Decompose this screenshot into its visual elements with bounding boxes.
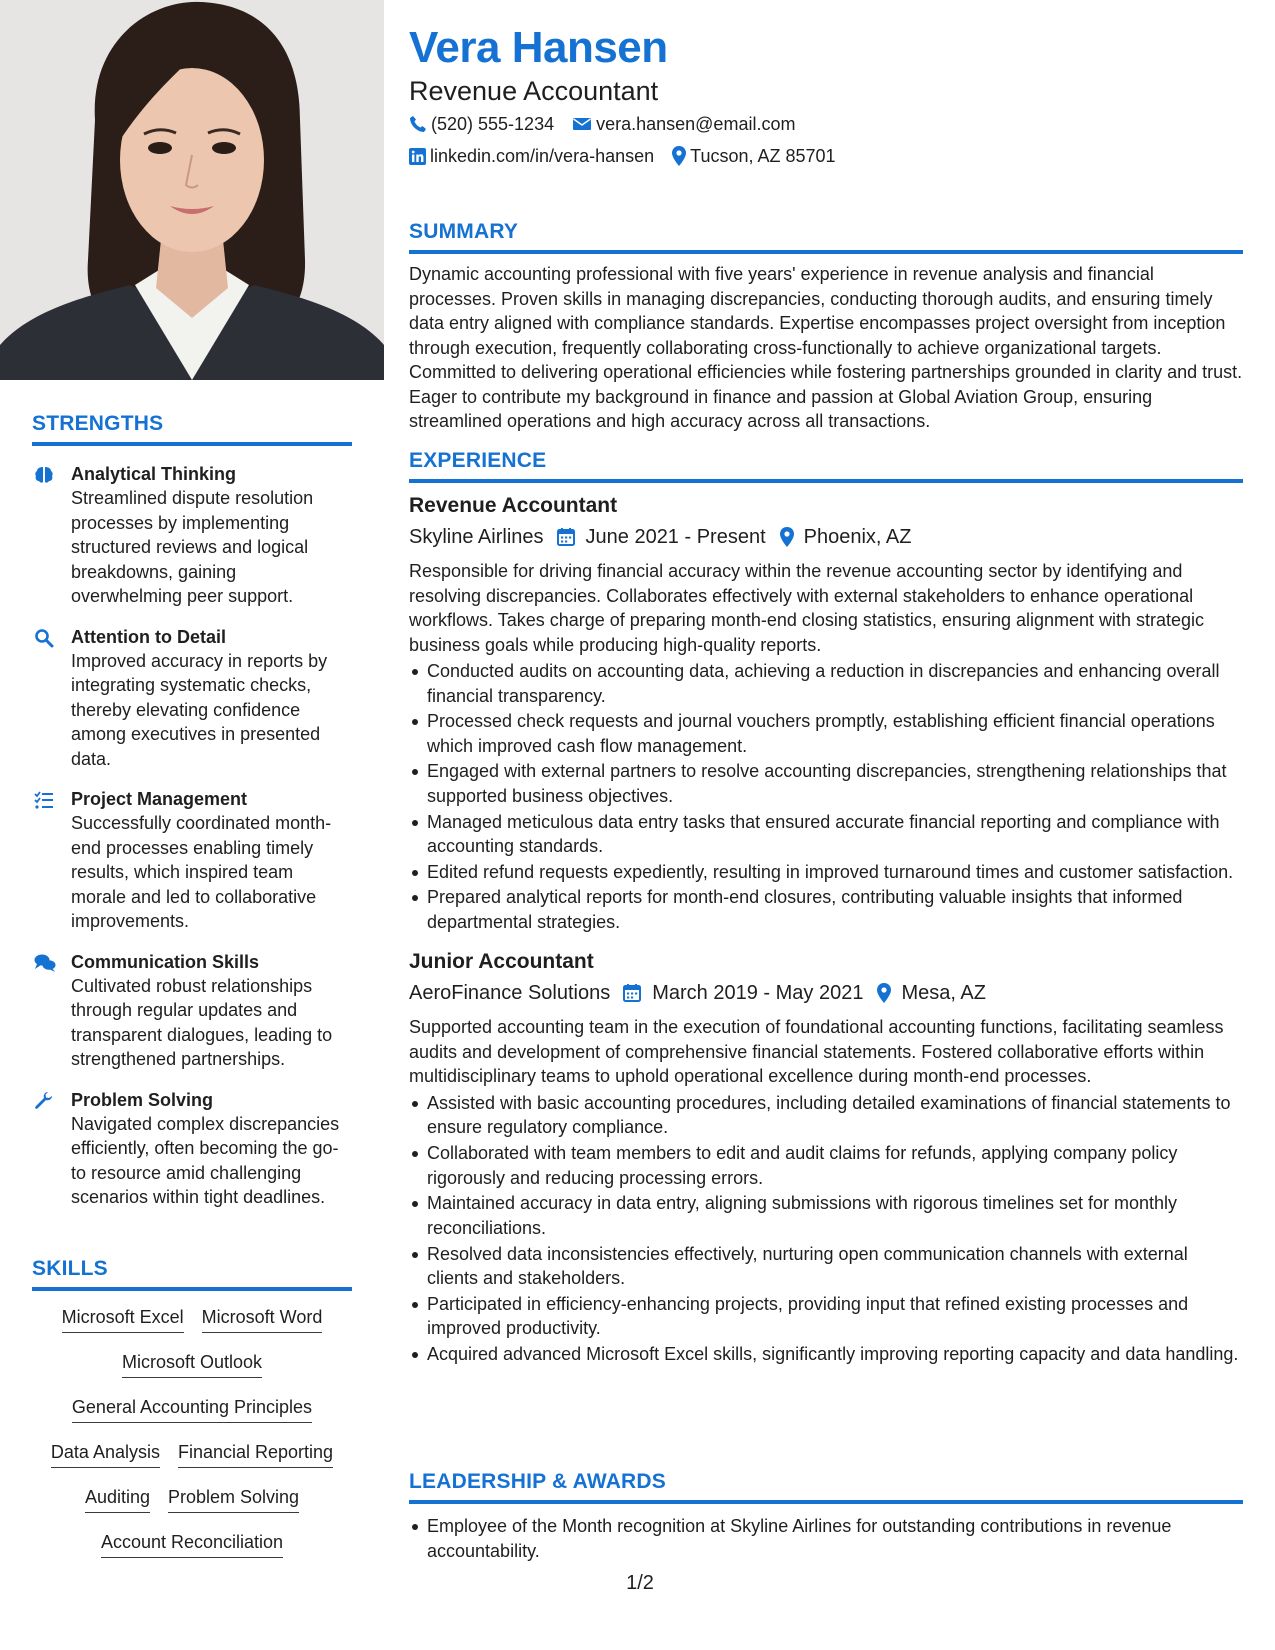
- strengths-section: [32, 412, 352, 1210]
- skill-tag: Auditing: [85, 1485, 150, 1513]
- linkedin-contact[interactable]: [409, 144, 654, 168]
- map-pin-icon: [672, 146, 686, 166]
- location-contact: [672, 144, 835, 168]
- candidate-title: Revenue Accountant: [409, 76, 659, 106]
- strength-desc: Navigated complex discrepancies efficiently, often becoming the go-to resource amid challenging scenarios within tight deadlines.: [71, 1113, 340, 1207]
- skill-row: [32, 1485, 352, 1530]
- skill-tag: Account Reconciliation: [101, 1530, 283, 1558]
- location-text: Tucson, AZ 85701: [690, 146, 836, 166]
- bullet-item: Prepared analytical reports for month-end closures, contributing valuable insights that informed departmental strategies.: [409, 885, 1243, 934]
- strength-title: Problem Solving: [71, 1089, 214, 1110]
- linkedin-text: linkedin.com/in/vera-hansen: [430, 146, 655, 166]
- contact-row: [409, 144, 1243, 168]
- page-number: 1/2: [626, 1572, 654, 1594]
- strength-item: [32, 1088, 352, 1210]
- strength-item: [32, 625, 352, 772]
- skill-tag: General Accounting Principles: [72, 1395, 312, 1423]
- strength-item: [32, 950, 352, 1072]
- skills-section: [32, 1257, 352, 1575]
- strength-item: [32, 462, 352, 609]
- job-dates: March 2019 - May 2021: [652, 982, 864, 1005]
- search-icon: [34, 628, 54, 648]
- job-dates: June 2021 - Present: [585, 526, 766, 548]
- calendar-icon: [622, 983, 642, 1003]
- email-contact[interactable]: [572, 112, 795, 136]
- contact-info: [409, 112, 1243, 176]
- experience-title: EXPERIENCE: [409, 449, 1243, 483]
- skill-row: [32, 1350, 352, 1395]
- strength-desc: Successfully coordinated month-end processes enabling timely results, which inspired team morale and led to collaborative improvements.: [71, 813, 332, 931]
- strength-desc: Improved accuracy in reports by integrating systematic checks, thereby elevating confidence among executives in presented data.: [71, 650, 328, 769]
- bullet-item: Edited refund requests expediently, resulting in improved turnaround times and customer satisfaction.: [409, 860, 1243, 885]
- calendar-icon: [556, 527, 576, 547]
- summary-section: [409, 220, 1243, 434]
- skill-row: [32, 1395, 352, 1440]
- strength-desc: Cultivated robust relationships through regular updates and transparent dialogues, leading to strengthened partnerships.: [71, 975, 333, 1069]
- job-entry: [409, 948, 1243, 1366]
- job-location: Phoenix, AZ: [803, 526, 912, 548]
- candidate-name: Vera Hansen: [409, 23, 668, 72]
- bullet-item: Resolved data inconsistencies effectively, nurturing open communication channels with external clients and stakeholders.: [409, 1242, 1243, 1291]
- sidebar: [0, 0, 384, 1650]
- job-meta: [409, 979, 1243, 1007]
- leadership-section: [409, 1470, 1243, 1563]
- strength-title: Project Management: [71, 789, 248, 809]
- job-company: Skyline Airlines: [409, 526, 544, 548]
- leadership-title: LEADERSHIP & AWARDS: [409, 1470, 1243, 1504]
- bullet-item: Collaborated with team members to edit and audit claims for refunds, applying company policy rigorously and reducing processing errors.: [409, 1141, 1243, 1190]
- skill-row: [32, 1530, 352, 1575]
- skill-row: [32, 1440, 352, 1485]
- map-pin-icon: [780, 527, 794, 547]
- strength-title: Attention to Detail: [71, 626, 226, 647]
- envelope-icon: [572, 116, 592, 132]
- skill-tag: Microsoft Outlook: [122, 1350, 262, 1378]
- strengths-title: STRENGTHS: [32, 412, 352, 446]
- job-title: Revenue Accountant: [409, 494, 618, 517]
- bullet-item: Managed meticulous data entry tasks that ensured accurate financial reporting and compliance with accounting standards.: [409, 810, 1243, 859]
- bullet-item: Maintained accuracy in data entry, aligning submissions with rigorous timelines set for monthly reconciliations.: [409, 1191, 1243, 1240]
- skill-row: [32, 1305, 352, 1350]
- summary-title: SUMMARY: [409, 220, 1243, 254]
- phone-icon: [409, 115, 427, 133]
- contact-row: [409, 112, 1243, 136]
- bullet-item: Engaged with external partners to resolve accounting discrepancies, strengthening relationships that supported business objectives.: [409, 759, 1243, 808]
- job-description: Responsible for driving financial accuracy within the revenue accounting sector by identifying and resolving discrepancies. Collaborates effectively with external stakeholders to enhance operational workflows. Takes charge of preparing month-end closing statistics, ensuring alignment with strategic business goals while producing high-quality reports.: [409, 561, 1205, 655]
- phone-contact[interactable]: [409, 112, 554, 136]
- bullet-item: Processed check requests and journal vouchers promptly, establishing efficient financial operations which improved cash flow management.: [409, 709, 1243, 758]
- leadership-list: [409, 1514, 1243, 1563]
- bullet-item: Participated in efficiency-enhancing projects, providing input that refined existing processes and improved productivity.: [409, 1292, 1243, 1341]
- job-entry: [409, 492, 1243, 934]
- bullet-item: Assisted with basic accounting procedures, including detailed examinations of financial statements to ensure regulatory compliance.: [409, 1091, 1243, 1140]
- job-title: Junior Accountant: [409, 950, 594, 974]
- strength-desc: Streamlined dispute resolution processes by implementing structured reviews and logical breakdowns, gaining overwhelming peer support.: [71, 488, 314, 606]
- bullet-item: Conducted audits on accounting data, achieving a reduction in discrepancies and enhancing overall financial transparency.: [409, 659, 1243, 708]
- job-meta: [409, 523, 1243, 551]
- summary-text: Dynamic accounting professional with five years' experience in revenue analysis and financial processes. Proven skills in managing discrepancies, conducting thorough audits, and ensuring timely data entry aligned with compliance standards. Expertise encompasses project oversight from inception through execution, frequently collaborating cross-functionally to achieve organizational targets. Committed to delivering operational efficiencies while fostering partnerships grounded in clarity and trust. Eager to contribute my background in finance and passion at Global Aviation Group, ensuring streamlined operations and high accuracy across all transactions.: [409, 264, 1243, 431]
- skill-tag: Financial Reporting: [178, 1440, 333, 1468]
- wrench-icon: [34, 1091, 54, 1111]
- brain-icon: [34, 465, 54, 485]
- list-check-icon: [34, 790, 54, 810]
- job-location: Mesa, AZ: [901, 982, 986, 1005]
- job-bullets: [409, 659, 1243, 934]
- strength-item: [32, 787, 352, 934]
- profile-photo: [0, 0, 384, 380]
- job-company: AeroFinance Solutions: [409, 982, 611, 1005]
- skill-list: [32, 1305, 352, 1575]
- skills-title: SKILLS: [32, 1257, 352, 1291]
- chat-bubbles-icon: [34, 953, 54, 973]
- map-pin-icon: [877, 983, 891, 1003]
- strength-title: Analytical Thinking: [71, 464, 237, 484]
- skill-tag: Data Analysis: [51, 1440, 160, 1468]
- experience-section: [409, 449, 1243, 1366]
- skill-tag: Microsoft Word: [202, 1305, 323, 1333]
- bullet-item: Employee of the Month recognition at Skyline Airlines for outstanding contributions in revenue accountability.: [409, 1514, 1243, 1563]
- job-bullets: [409, 1091, 1243, 1366]
- linkedin-icon: [409, 148, 426, 165]
- job-description: Supported accounting team in the execution of foundational accounting functions, facilitating seamless audits and development of comprehensive financial statements. Fostered collaborative efforts within multidisciplinary teams to uphold operational excellence during month-end processes.: [409, 1017, 1224, 1087]
- bullet-item: Acquired advanced Microsoft Excel skills, significantly improving reporting capacity and data handling.: [409, 1342, 1243, 1367]
- skill-tag: Microsoft Excel: [62, 1305, 184, 1333]
- strength-title: Communication Skills: [71, 951, 260, 972]
- skill-tag: Problem Solving: [168, 1485, 299, 1513]
- email-text: vera.hansen@email.com: [596, 114, 796, 134]
- phone-text: (520) 555-1234: [431, 114, 555, 134]
